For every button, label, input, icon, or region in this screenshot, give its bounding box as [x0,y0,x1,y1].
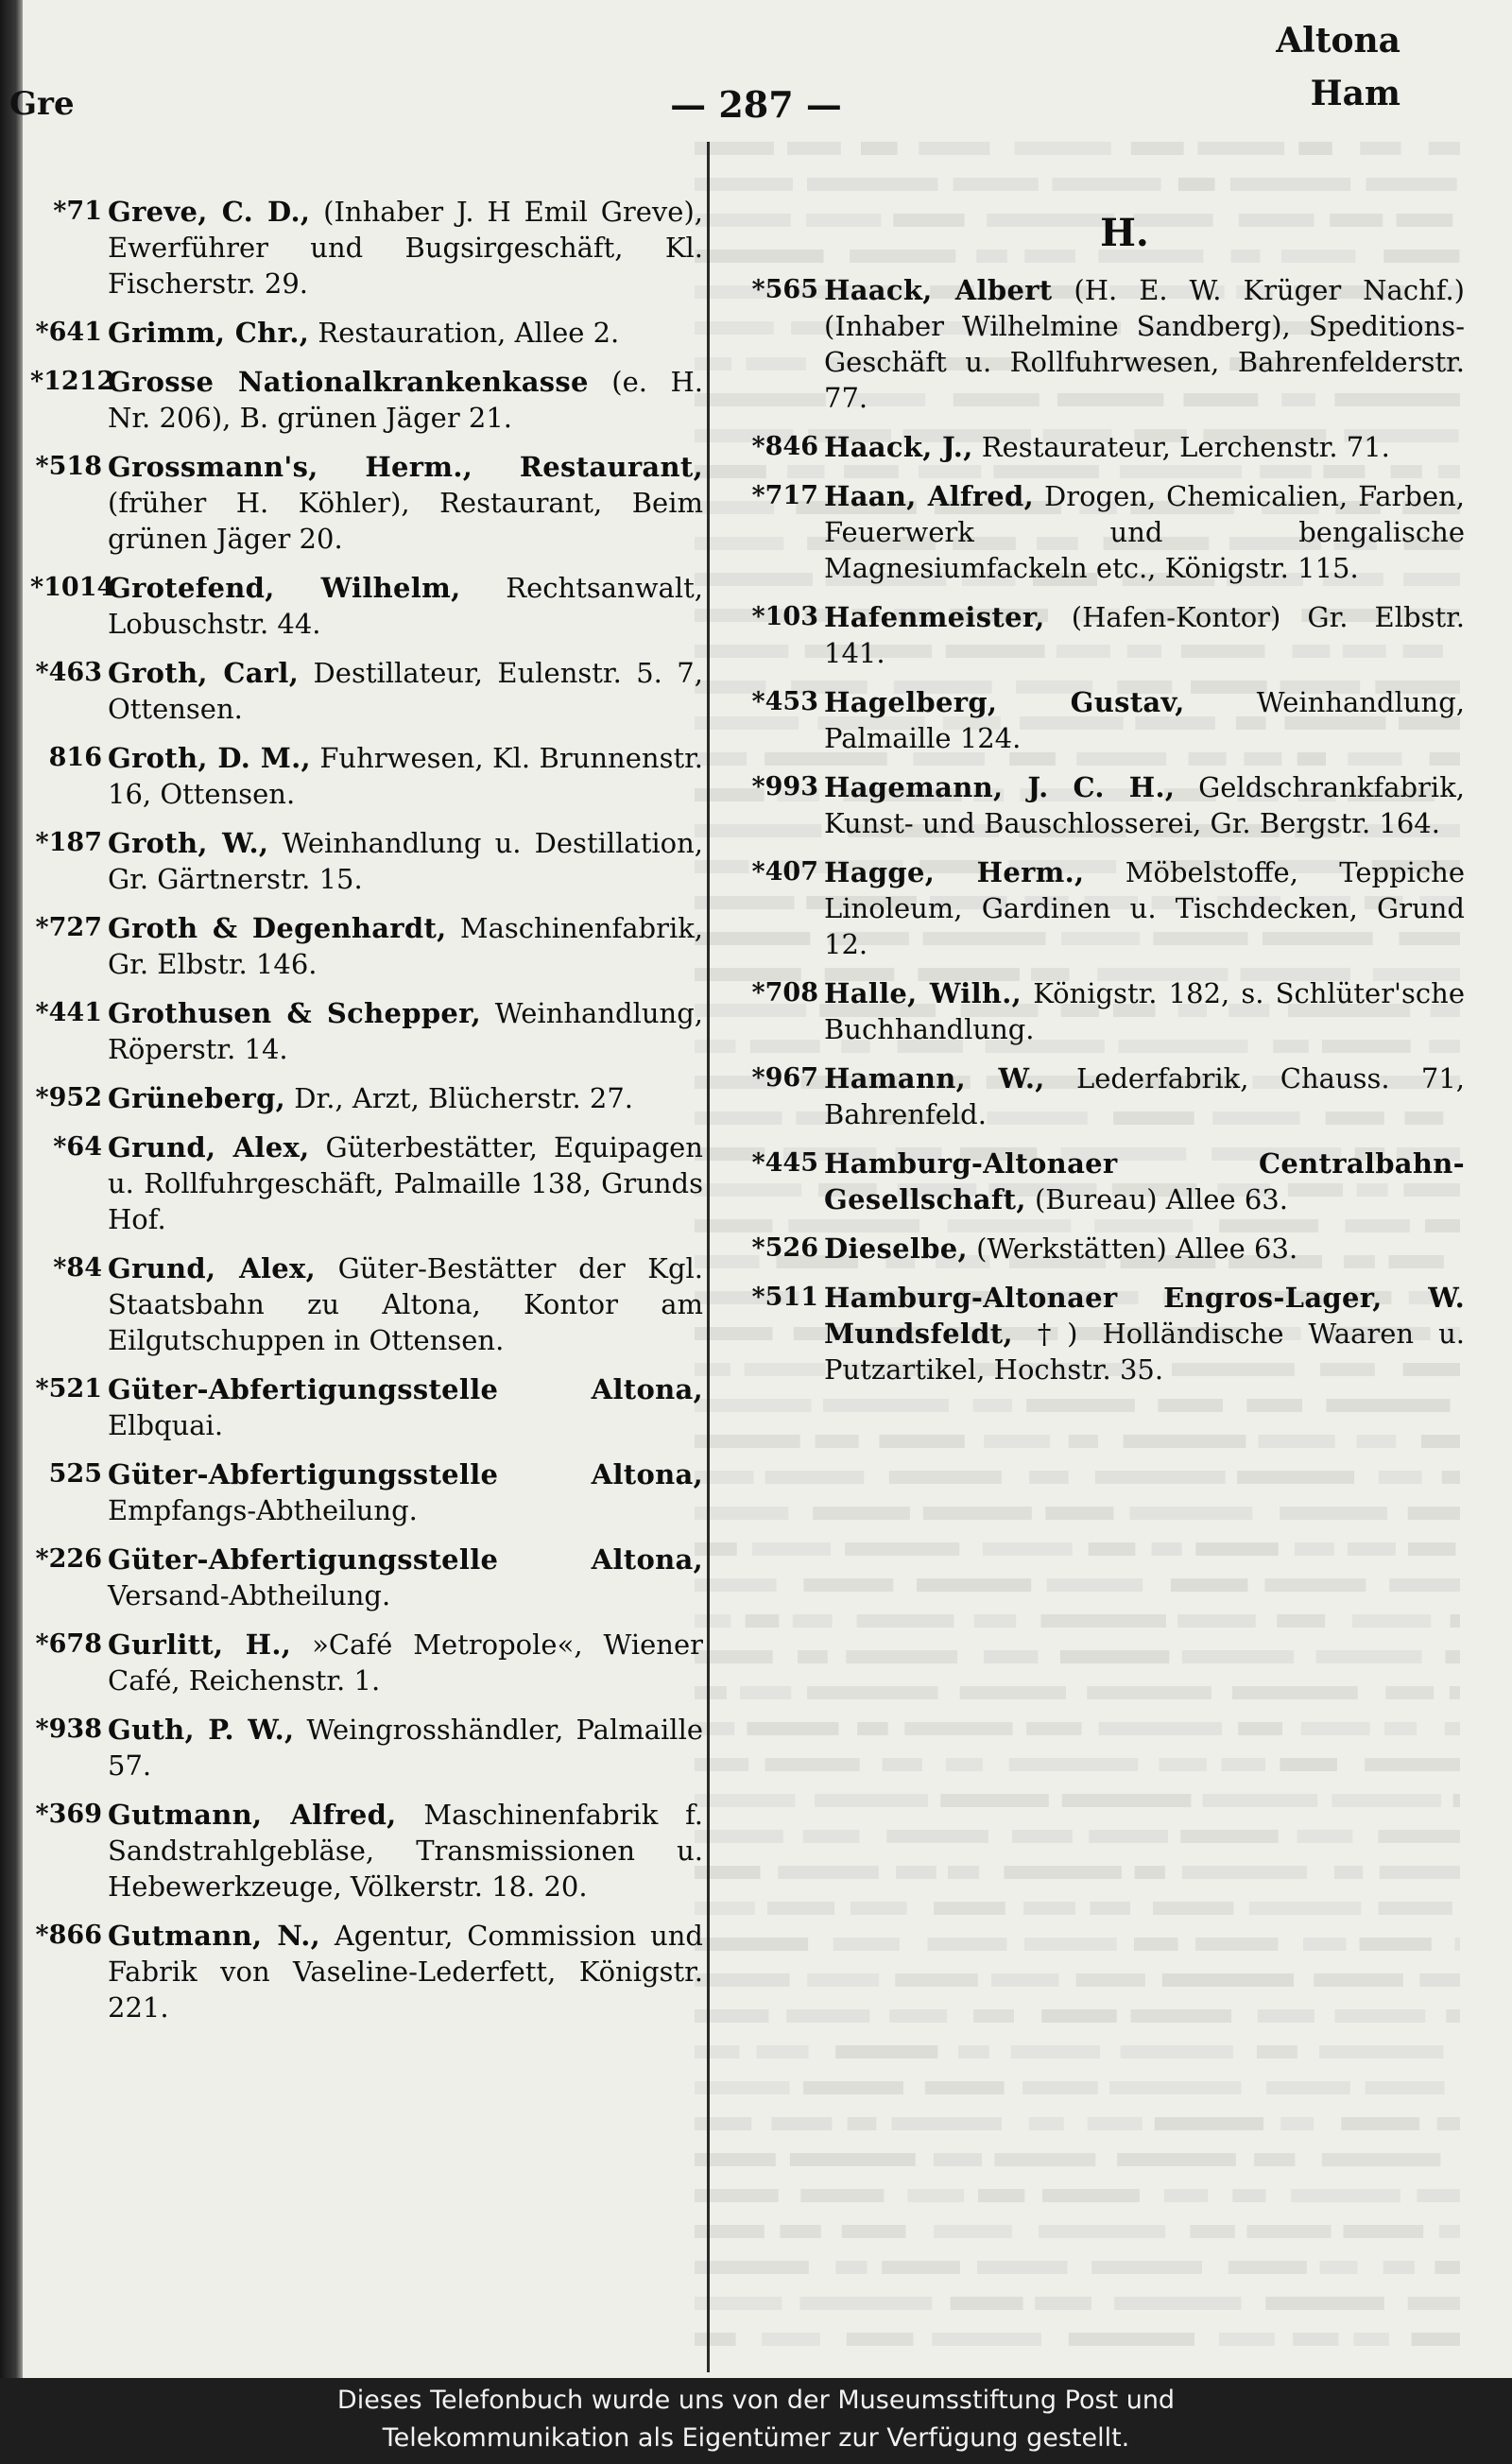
page-number: — 287 — [670,83,842,126]
entry-name: Grothusen & Schepper, [108,997,482,1029]
phone-number: *71 [53,197,102,226]
phone-number: *526 [751,1233,818,1263]
entry-name: Grund, Alex, [108,1131,310,1163]
entry-details: Güter-Bestätter der Kgl. Staatsbahn zu Altona, Kontor am Eilgutschuppen in Ottensen. [108,1252,703,1356]
right-column [747,194,1465,1401]
entry-name: Grund, Alex, [108,1252,316,1284]
entry-name: Dieselbe, [824,1232,968,1265]
directory-entry [30,1797,703,1904]
directory-entry [30,825,703,897]
phone-number: *565 [751,275,818,304]
entry-name: Grotefend, Wilhelm, [108,572,461,604]
phone-number: *441 [35,998,102,1027]
entry-name: Grosse Nationalkrankenkasse [108,366,589,398]
phone-number: *453 [751,687,818,716]
entry-name: Groth & Degenhardt, [108,912,447,944]
directory-entry [747,599,1465,671]
phone-number: *678 [35,1629,102,1659]
phone-number: *521 [35,1374,102,1404]
phone-number: *993 [751,772,818,801]
entry-name: Gurlitt, H., [108,1628,292,1661]
entry-details: Maschinenfabrik, Gr. Elbstr. 146. [108,912,704,980]
directory-entry [30,570,703,642]
book-spine-shadow [0,0,23,2378]
phone-number: *717 [751,481,818,510]
entry-details: Weinhandlung u. Destillation, Gr. Gärtnerstr. 15. [108,827,703,895]
directory-entry [30,1542,703,1613]
entry-name: Halle, Wilh., [824,977,1022,1009]
phone-number: *103 [751,602,818,631]
phone-number: *866 [35,1921,102,1950]
entry-name: Hagemann, J. C. H., [824,771,1176,803]
entry-name: Hamann, W., [824,1062,1045,1094]
phone-number: *708 [751,978,818,1008]
entry-details: Drogen, Chemicalien, Farben, Feuerwerk und bengalische Magnesiumfackeln etc., Königstr. 115. [824,480,1465,584]
entry-details: Rechtsanwalt, Lobuschstr. 44. [108,572,703,640]
entry-name: Haan, Alfred, [824,480,1035,512]
directory-entry [747,1060,1465,1132]
directory-entry [30,910,703,982]
phone-number: *226 [35,1544,102,1574]
entry-details: (Bureau) Allee 63. [1025,1183,1288,1215]
phone-number: *641 [35,318,102,347]
entry-details: (Werkstätten) Allee 63. [967,1232,1298,1265]
entry-details: (e. H. Nr. 206), B. grünen Jäger 21. [108,366,704,434]
phone-number: 525 [48,1459,102,1489]
directory-entry [30,1080,703,1116]
entry-details: »Café Metropole«, Wiener Café, Reichenstr. 1. [108,1628,703,1697]
entry-details: Weinhandlung, Palmaille 124. [824,686,1465,754]
section-heading: H. [1100,211,1149,255]
left-column [30,194,703,2039]
phone-number: *1014 [30,573,115,602]
entry-details: Weinhandlung, Röperstr. 14. [108,997,703,1065]
entry-name: Hagge, Herm., [824,856,1085,888]
phone-number: *1212 [30,367,115,396]
phone-number: *64 [53,1132,102,1162]
directory-entry [30,1129,703,1237]
directory-entry [30,1627,703,1698]
entry-details: Möbelstoffe, Teppiche Linoleum, Gardinen u. Tischdecken, Grund 12. [824,856,1466,960]
entry-details: (Inhaber J. H Emil Greve), Ewerführer und Bugsirgeschäft, Kl. Fischerstr. 29. [108,196,703,300]
entry-name: Gutmann, Alfred, [108,1799,397,1831]
entry-details: Fuhrwesen, Kl. Brunnenstr. 16, Ottensen. [108,742,703,810]
entry-name: Haack, Albert [824,274,1053,306]
directory-entry [30,1918,703,2025]
directory-entry [747,1280,1465,1387]
phone-number: *727 [35,913,102,942]
entry-details: Güterbestätter, Equipagen u. Rollfuhrgeschäft, Palmaille 138, Grunds Hof. [108,1131,703,1235]
directory-entry [747,429,1465,465]
entry-name: Hafenmeister, [824,601,1045,633]
entry-name: Hamburg-Altonaer Centralbahn-Gesellschaft, [824,1147,1465,1215]
entry-name: Haack, J., [824,431,973,463]
entry-name: Grüneberg, [108,1082,286,1114]
entry-name: Gutmann, N., [108,1920,321,1952]
directory-entry [30,1250,703,1358]
phone-number: *463 [35,658,102,687]
phone-number: 816 [48,743,102,772]
entry-details: (früher H. Köhler), Restaurant, Beim grünen Jäger 20. [108,487,703,555]
directory-entry [747,769,1465,841]
entry-name: Güter-Abfertigungsstelle Altona, [108,1543,703,1576]
entry-details: Geldschrankfabrik, Kunst- und Bauschlosserei, Gr. Bergstr. 164. [824,771,1465,839]
copyright-footer [0,2378,1512,2464]
phone-number: *952 [35,1083,102,1112]
entry-details: Lederfabrik, Chauss. 71, Bahrenfeld. [824,1062,1465,1130]
entry-name: Güter-Abfertigungsstelle Altona, [108,1458,703,1490]
entry-details: Versand-Abtheilung. [108,1579,391,1611]
entry-details: (Hafen-Kontor) Gr. Elbstr. 141. [824,601,1465,669]
entry-name: Groth, D. M., [108,742,311,774]
entry-details: Agentur, Commission und Fabrik von Vaseline-Lederfett, Königstr. 221. [108,1920,704,2024]
directory-entry [30,995,703,1067]
directory-entry [747,1231,1465,1266]
phone-number: *187 [35,828,102,857]
entry-details: Dr., Arzt, Blücherstr. 27. [285,1082,633,1114]
directory-entry [30,1456,703,1528]
phone-number: *938 [35,1714,102,1744]
directory-entry [747,478,1465,586]
entry-name: Hamburg-Altonaer Engros-Lager, W. Mundsfeldt, [824,1282,1465,1350]
entry-name: Hagelberg, Gustav, [824,686,1185,718]
phone-number: *511 [751,1283,818,1312]
directory-entry [30,315,703,351]
entry-details: †) Holländische Waaren u. Putzartikel, Hochstr. 35. [824,1318,1465,1386]
entry-details: Elbquai. [108,1409,224,1441]
directory-entry [30,364,703,436]
phone-number: *846 [751,432,818,461]
directory-entry [30,655,703,727]
phone-number: *84 [53,1253,102,1283]
entry-details: Empfangs-Abtheilung. [108,1494,418,1526]
entry-details: Weingrosshändler, Palmaille 57. [108,1714,703,1782]
header-right-index-bottom: Ham [1310,74,1400,113]
directory-entry [747,1146,1465,1217]
directory-entry [747,684,1465,756]
entry-details: Restaurateur, Lerchenstr. 71. [972,431,1390,463]
directory-entry [747,272,1465,416]
directory-entry [747,854,1465,962]
entry-name: Guth, P. W., [108,1714,295,1746]
phone-number: *407 [751,857,818,887]
header-left-index: Gre [9,85,75,123]
directory-entry [30,1371,703,1443]
entry-name: Groth, Carl, [108,657,300,689]
entry-name: Groth, W., [108,827,269,859]
entry-name: Güter-Abfertigungsstelle Altona, [108,1373,703,1405]
entry-details: Restauration, Allee 2. [309,317,620,349]
directory-entry [30,194,703,302]
column-divider [707,142,710,2372]
phone-number: *967 [751,1063,818,1093]
directory-entry [30,449,703,557]
header-right-index-top: Altona [1276,21,1400,60]
phone-number: *445 [751,1148,818,1178]
entry-details: (H. E. W. Krüger Nachf.) (Inhaber Wilhelmine Sandberg), Speditions-Geschäft u. Rollfuhrwesen, Bahrenfelderstr. 77. [824,274,1465,414]
entry-details: Destillateur, Eulenstr. 5. 7, Ottensen. [108,657,703,725]
entry-name: Grimm, Chr., [108,317,310,349]
footer-line-2: Telekommunikation als Eigentümer zur Verfügung gestellt. [382,2423,1130,2453]
entry-details: Maschinenfabrik f. Sandstrahlgebläse, Transmissionen u. Hebewerkzeuge, Völkerstr. 18. 20. [108,1799,703,1903]
entry-name: Grossmann's, Herm., Restaurant, [108,451,703,483]
directory-entry [30,1712,703,1783]
directory-entry [30,740,703,812]
phone-number: *518 [35,452,102,481]
footer-line-1: Dieses Telefonbuch wurde uns von der Museumsstiftung Post und [336,2386,1176,2415]
phone-number: *369 [35,1800,102,1829]
entry-name: Greve, C. D., [108,196,311,228]
entry-details: Königstr. 182, s. Schlüter'sche Buchhandlung. [824,977,1465,1045]
directory-entry [747,975,1465,1047]
